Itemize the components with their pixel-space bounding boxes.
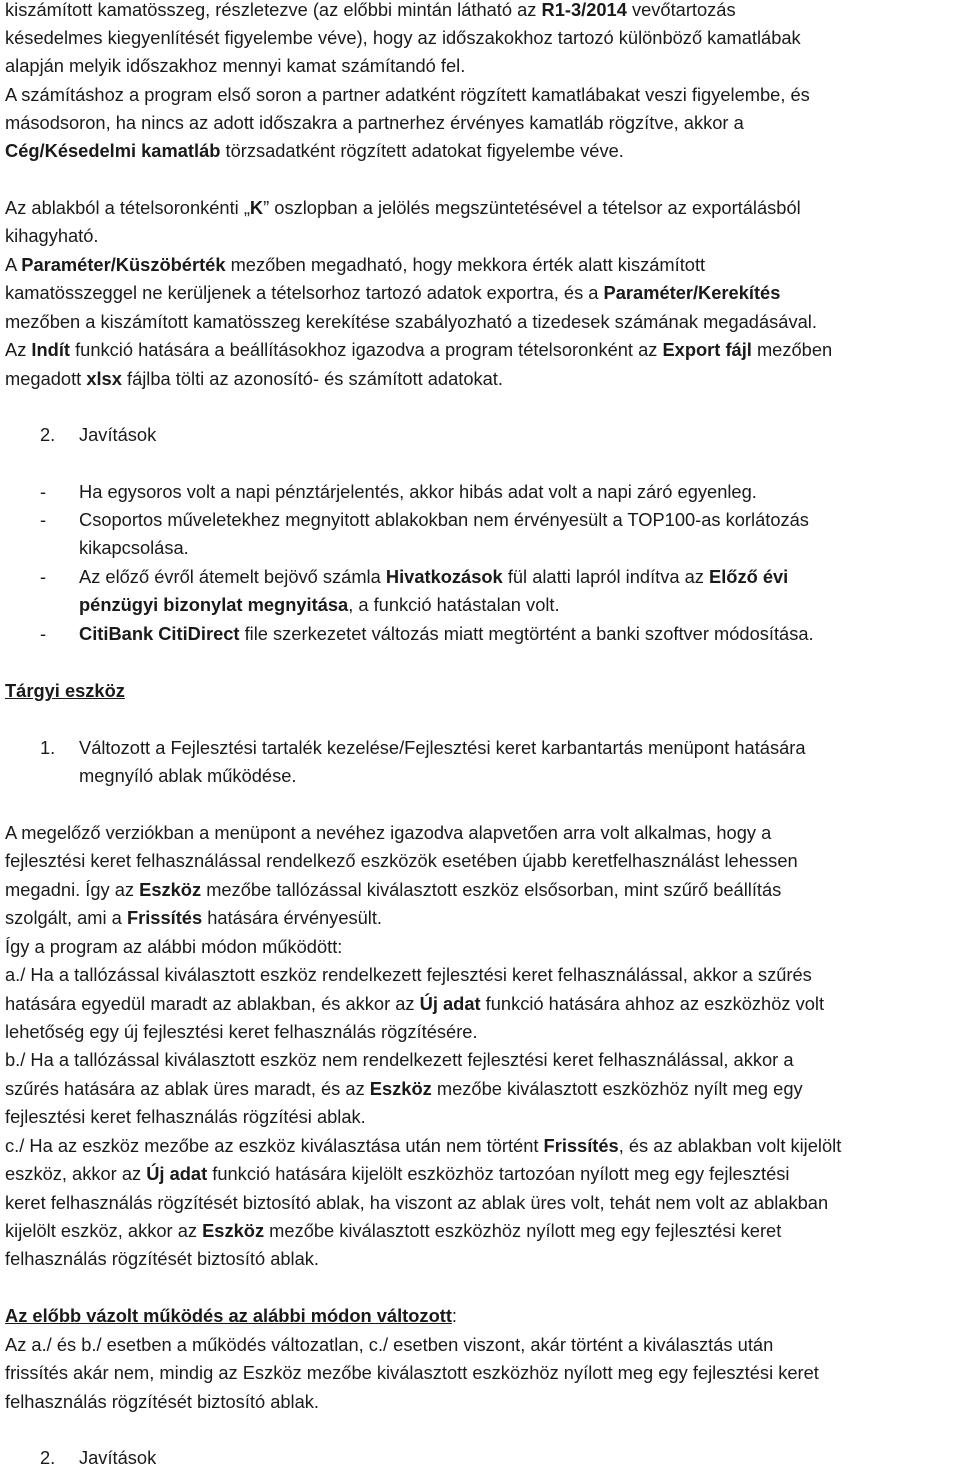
- text-line: mezőben a kiszámított kamatösszeg kerekítése szabályozható a tizedesek számának megadásával.: [5, 311, 817, 332]
- text-line: eszköz, akkor az Új adat funkció hatására kijelölt eszközhöz tartozóan nyílott meg egy fejlesztési: [5, 1163, 790, 1184]
- bullet-dash: -: [40, 509, 47, 530]
- list-number: 2.: [40, 1447, 56, 1468]
- text-line: késedelmes kiegyenlítését figyelembe véve), hogy az időszakokhoz tartozó különböző kamatlábak: [5, 27, 801, 48]
- text-line: b./ Ha a tallózással kiválasztott eszköz nem rendelkezett fejlesztési keret felhasználással, akkor a: [5, 1049, 794, 1070]
- text-line: másodsoron, ha nincs az adott időszakra a partnerhez érvényes kamatláb rögzítve, akkor a: [5, 112, 744, 133]
- text-line: Így a program az alábbi módon működött:: [5, 936, 343, 957]
- text-line: szolgált, ami a Frissítés hatására érvényesült.: [5, 907, 383, 928]
- text-line: Az a./ és b./ esetben a működés változatlan, c./ esetben viszont, akár történt a kiválasztás után: [5, 1334, 774, 1355]
- list-item: Csoportos műveletekhez megnyitott ablakokban nem érvényesült a TOP100-as korlátozás: [79, 509, 809, 530]
- text-line: lehetőség egy új fejlesztési keret felhasználás rögzítésére.: [5, 1021, 478, 1042]
- list-item: kikapcsolása.: [79, 537, 189, 558]
- list-item: pénzügyi bizonylat megnyitása, a funkció hatástalan volt.: [79, 594, 560, 615]
- text-line: A Paraméter/Küszöbérték mezőben megadható, hogy mekkora érték alatt kiszámított: [5, 254, 706, 275]
- text-line: kijelölt eszköz, akkor az Eszköz mezőbe kiválasztott eszközhöz nyílott meg egy fejlesztési keret: [5, 1220, 782, 1241]
- text-line: hatására egyedül maradt az ablakban, és akkor az Új adat funkció hatására ahhoz az eszközhöz volt: [5, 993, 825, 1014]
- text-line: kamatösszeggel ne kerüljenek a tételsorhoz tartozó adatok exportra, és a Paraméter/Kerekítés: [5, 282, 781, 303]
- list-item: Ha egysoros volt a napi pénztárjelentés, akkor hibás adat volt a napi záró egyenleg.: [79, 481, 757, 502]
- text-line: Cég/Késedelmi kamatláb törzsadatként rögzített adatokat figyelembe véve.: [5, 140, 624, 161]
- list-item: Az előző évről átemelt bejövő számla Hivatkozások fül alatti lapról indítva az Előző évi: [79, 566, 789, 587]
- text-line: felhasználás rögzítését biztosító ablak.: [5, 1391, 320, 1412]
- text-line: kiszámított kamatösszeg, részletezve (az előbbi mintán látható az R1-3/2014 vevőtartozás: [5, 0, 736, 20]
- text-line: felhasználás rögzítését biztosító ablak.: [5, 1248, 320, 1269]
- text-line: fejlesztési keret felhasználással rendelkező eszközök esetében újabb keretfelhasználást lehessen: [5, 850, 798, 871]
- text-line: Az ablakból a tételsoronkénti „K” oszlopban a jelölés megszüntetésével a tételsor az exportálásból: [5, 197, 801, 218]
- text-line: a./ Ha a tallózással kiválasztott eszköz rendelkezett fejlesztési keret felhasználással, akkor a szűrés: [5, 964, 812, 985]
- list-number: 1.: [40, 737, 56, 758]
- text-line: frissítés akár nem, mindig az Eszköz mezőbe kiválasztott eszközhöz nyílott meg egy fejlesztési keret: [5, 1362, 819, 1383]
- text-line: alapján melyik időszakhoz mennyi kamat számítandó fel.: [5, 55, 466, 76]
- subheading: Javítások: [79, 1447, 157, 1468]
- text-line: c./ Ha az eszköz mezőbe az eszköz kiválasztása után nem történt Frissítés, és az ablakban volt kijelölt: [5, 1135, 842, 1156]
- text-line: megadott xlsx fájlba tölti az azonosító- és számított adatokat.: [5, 368, 503, 389]
- list-item: Változott a Fejlesztési tartalék kezelése/Fejlesztési keret karbantartás menüpont hatására: [79, 737, 806, 758]
- subheading: Az előbb vázolt működés az alábbi módon változott:: [5, 1305, 458, 1326]
- list-item: CitiBank CitiDirect file szerkezetet változás miatt megtörtént a banki szoftver módosítása.: [79, 623, 814, 644]
- text-line: fejlesztési keret felhasználás rögzítési ablak.: [5, 1106, 366, 1127]
- bullet-dash: -: [40, 566, 47, 587]
- text-line: kihagyható.: [5, 225, 99, 246]
- subheading: Javítások: [79, 424, 157, 445]
- bullet-dash: -: [40, 623, 47, 644]
- list-item: megnyíló ablak működése.: [79, 765, 297, 786]
- text-line: keret felhasználás rögzítését biztosító ablak, ha viszont az ablak üres volt, tehát nem volt az ablakban: [5, 1192, 829, 1213]
- text-line: megadni. Így az Eszköz mezőbe tallózással kiválasztott eszköz elsősorban, mint szűrő beállítás: [5, 879, 782, 900]
- section-heading: Tárgyi eszköz: [5, 680, 125, 701]
- text-line: Az Indít funkció hatására a beállításokhoz igazodva a program tételsoronként az Export fájl mezőben: [5, 339, 833, 360]
- text-line: szűrés hatására az ablak üres maradt, és az Eszköz mezőbe kiválasztott eszközhöz nyílt meg egy: [5, 1078, 803, 1099]
- text-line: A megelőző verziókban a menüpont a nevéhez igazodva alapvetően arra volt alkalmas, hogy a: [5, 822, 772, 843]
- bullet-dash: -: [40, 481, 47, 502]
- text-line: A számításhoz a program első soron a partner adatként rögzített kamatlábakat veszi figyelembe, és: [5, 84, 810, 105]
- list-number: 2.: [40, 424, 56, 445]
